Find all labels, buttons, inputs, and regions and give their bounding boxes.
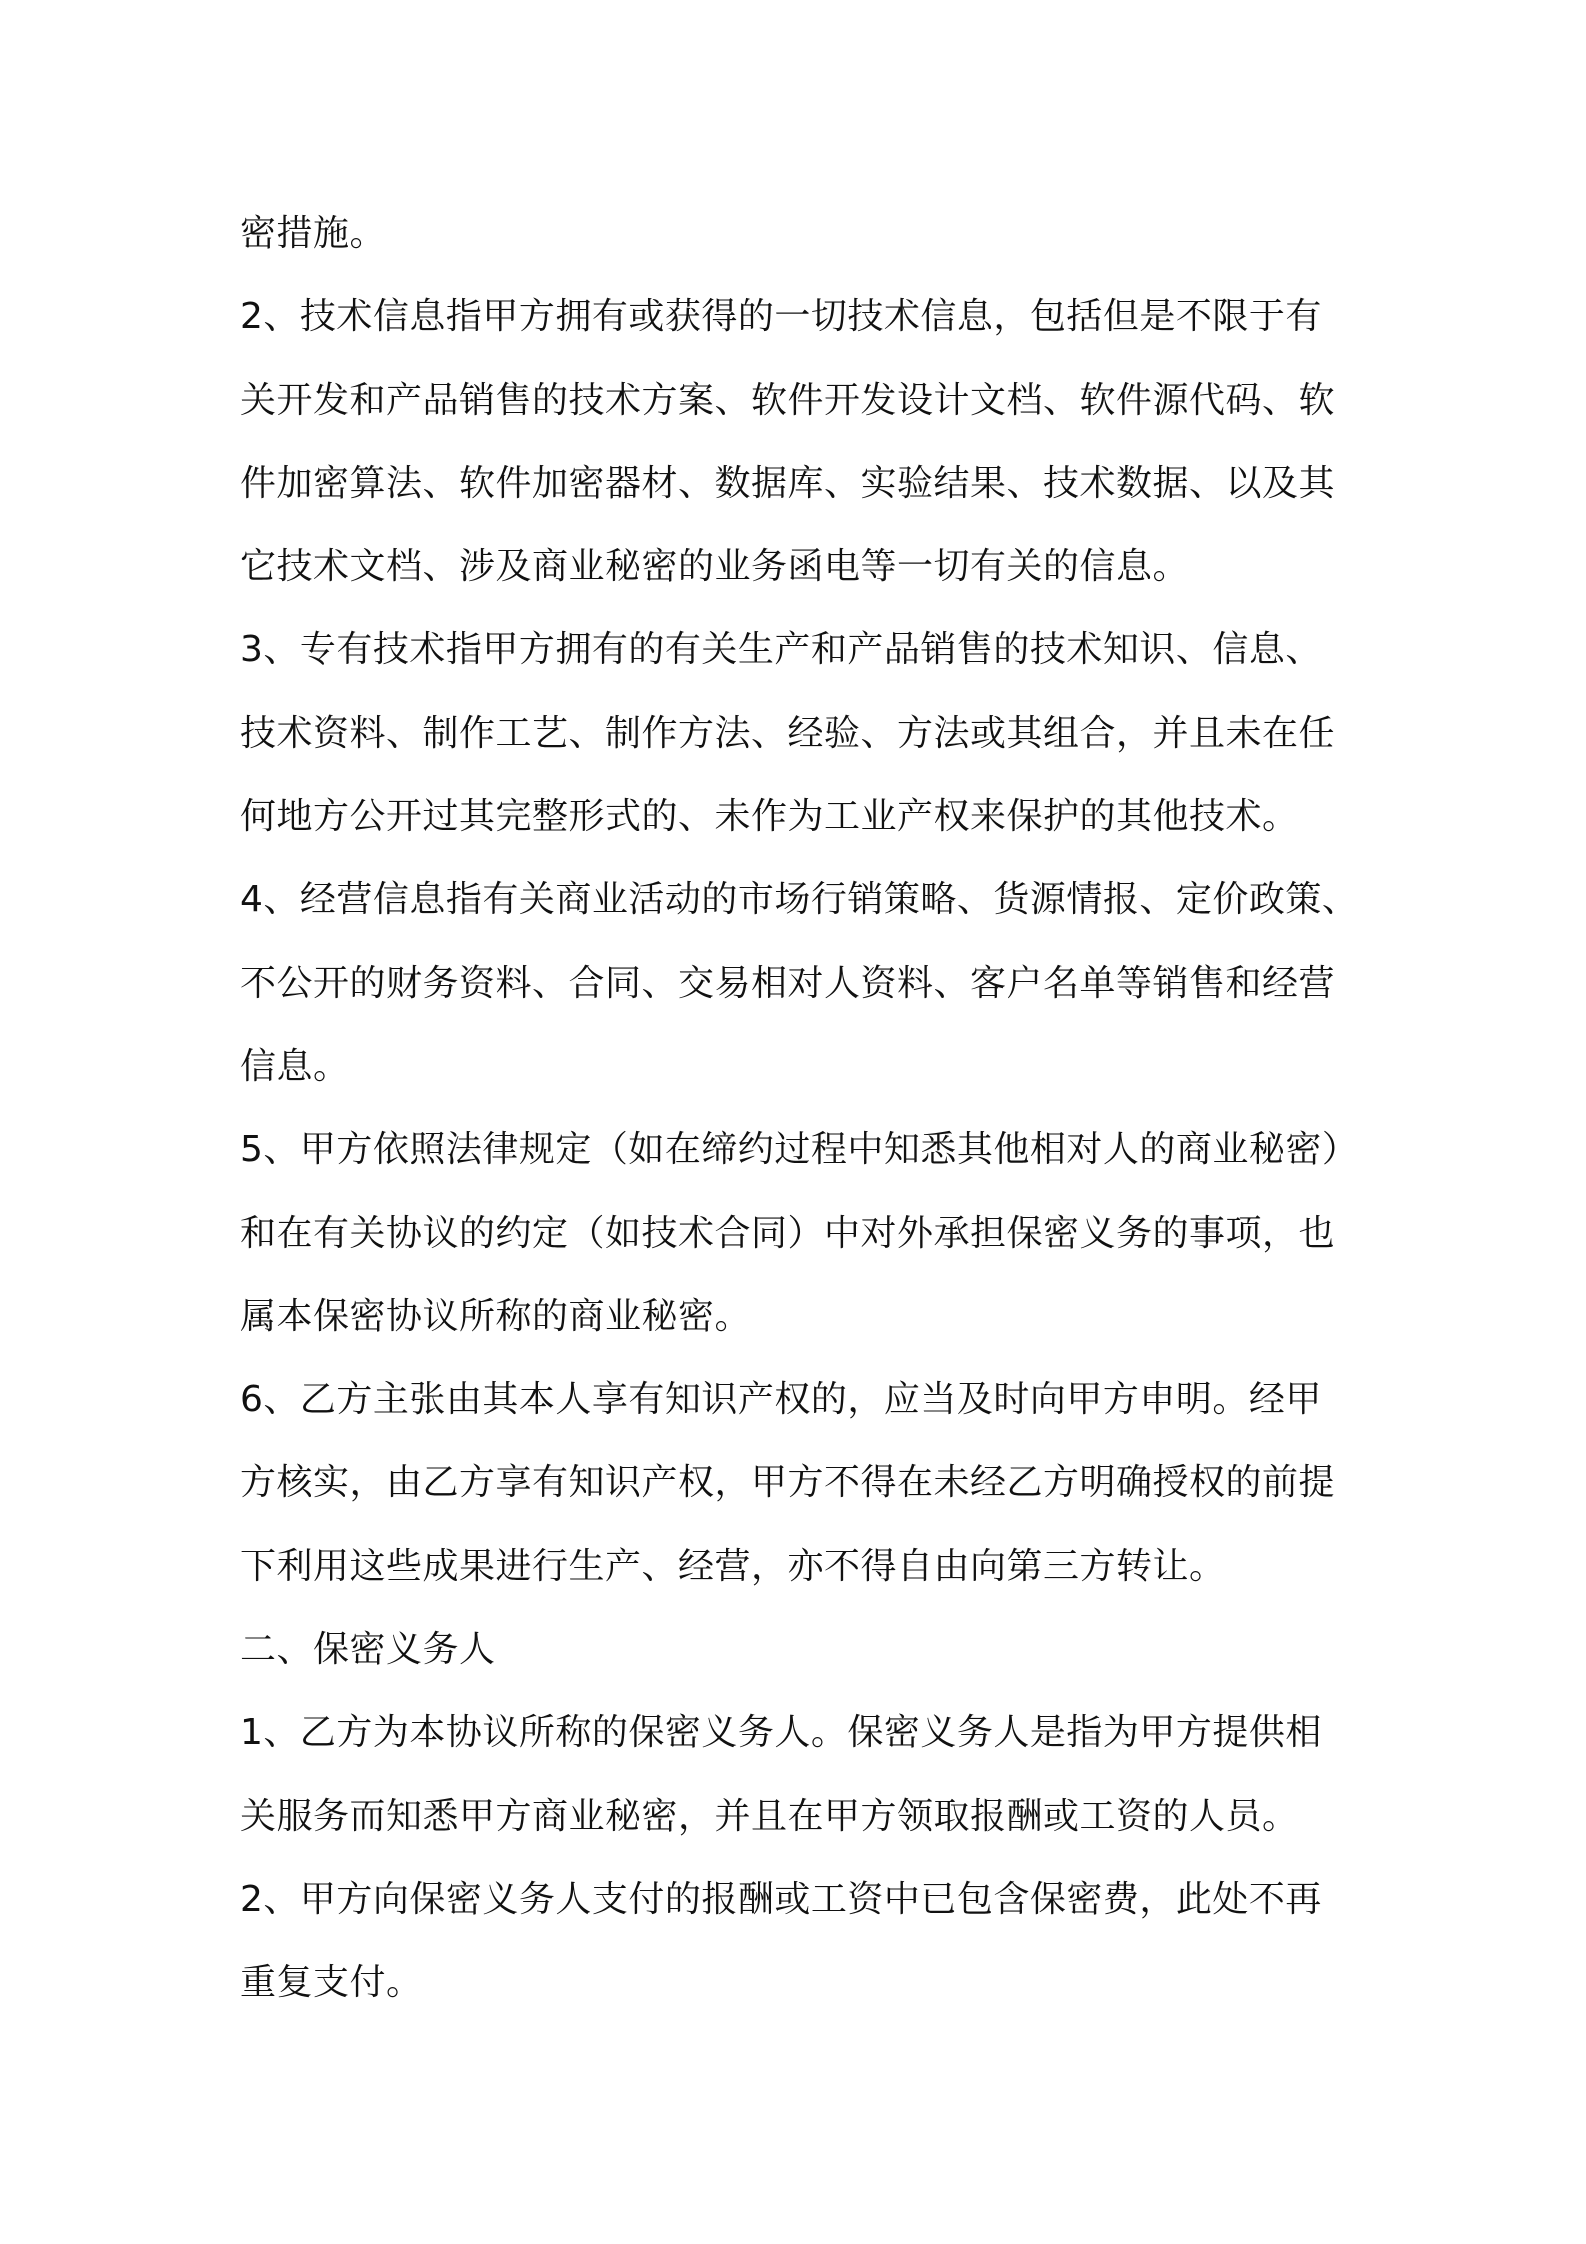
text-line: 何地方公开过其完整形式的、未作为工业产权来保护的其他技术。 (240, 796, 1299, 838)
text-line: 它技术文档、涉及商业秘密的业务函电等一切有关的信息。 (240, 546, 1190, 588)
text-line: 下利用这些成果进行生产、经营，亦不得自由向第三方转让。 (240, 1545, 1226, 1587)
text-line: 4、经营信息指有关商业活动的市场行销策略、货源情报、定价政策、 (240, 879, 1359, 921)
text-line: 属本保密协议所称的商业秘密。 (240, 1295, 752, 1337)
text-line: 和在有关协议的约定（如技术合同）中对外承担保密义务的事项，也 (240, 1212, 1336, 1254)
section-heading: 二、保密义务人 (240, 1629, 496, 1671)
text-line: 5、甲方依照法律规定（如在缔约过程中知悉其他相对人的商业秘密） (240, 1129, 1359, 1171)
text-line: 2、技术信息指甲方拥有或获得的一切技术信息，包括但是不限于有 (240, 296, 1322, 338)
text-line: 件加密算法、软件加密器材、数据库、实验结果、技术数据、以及其 (240, 462, 1336, 504)
text-line: 6、乙方主张由其本人享有知识产权的，应当及时向甲方申明。经甲 (240, 1379, 1322, 1421)
text-line: 2、甲方向保密义务人支付的报酬或工资中已包含保密费，此处不再 (240, 1878, 1322, 1920)
text-line: 关开发和产品销售的技术方案、软件开发设计文档、软件源代码、软 (240, 379, 1336, 421)
text-line: 重复支付。 (240, 1962, 423, 2004)
text-line: 信息。 (240, 1045, 350, 1087)
text-line: 技术资料、制作工艺、制作方法、经验、方法或其组合，并且未在任 (240, 712, 1336, 754)
text-line: 1、乙方为本协议所称的保密义务人。保密义务人是指为甲方提供相 (240, 1712, 1322, 1754)
document-body (240, 192, 1370, 2025)
text-line: 不公开的财务资料、合同、交易相对人资料、客户名单等销售和经营 (240, 962, 1336, 1004)
text-line: 关服务而知悉甲方商业秘密，并且在甲方领取报酬或工资的人员。 (240, 1795, 1299, 1837)
text-line: 方核实，由乙方享有知识产权，甲方不得在未经乙方明确授权的前提 (240, 1462, 1336, 1504)
text-line: 密措施。 (240, 213, 387, 254)
text-line: 3、专有技术指甲方拥有的有关生产和产品销售的技术知识、信息、 (240, 629, 1322, 671)
